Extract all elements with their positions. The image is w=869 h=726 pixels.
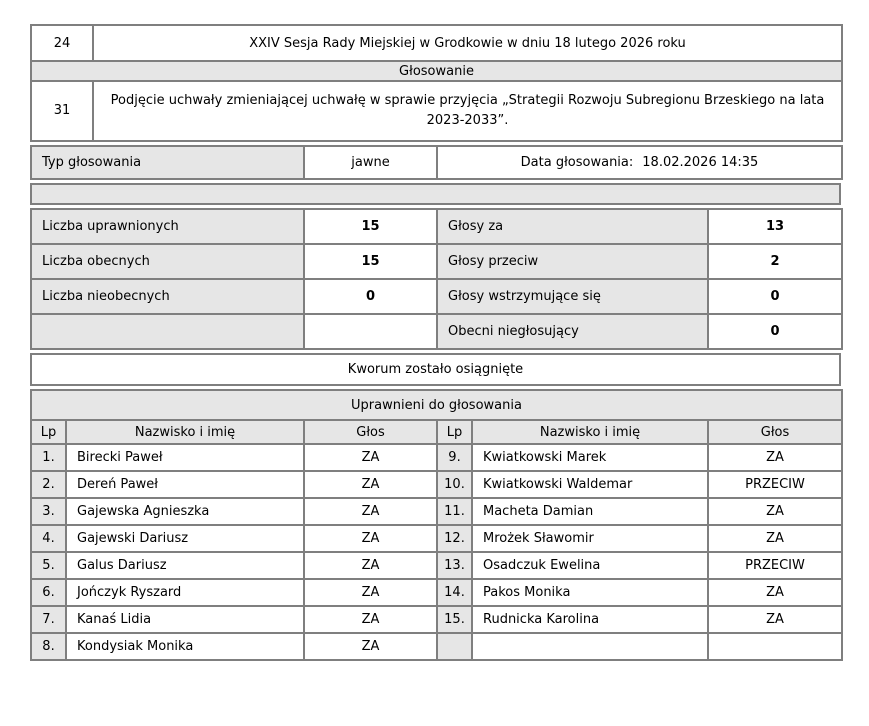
- session-header-table: [30, 24, 843, 142]
- voter-name: Kwiatkowski Marek: [472, 444, 708, 471]
- col-header-lp: Lp: [31, 420, 66, 444]
- stats-value: 15: [304, 244, 437, 279]
- vote-type-label: Typ głosowania: [31, 146, 304, 179]
- voter-name: Galus Dariusz: [66, 552, 304, 579]
- voter-name: Kwiatkowski Waldemar: [472, 471, 708, 498]
- voter-name: Rudnicka Karolina: [472, 606, 708, 633]
- voter-name: Kanaś Lidia: [66, 606, 304, 633]
- col-header-name: Nazwisko i imię: [472, 420, 708, 444]
- voters-table: [30, 389, 843, 661]
- vote-date-label: Data głosowania:: [520, 155, 634, 170]
- voter-vote: ZA: [304, 606, 437, 633]
- voter-vote: ZA: [304, 579, 437, 606]
- stats-label: [31, 314, 304, 349]
- voter-vote: ZA: [304, 498, 437, 525]
- voter-vote: ZA: [304, 552, 437, 579]
- stats-label: Liczba nieobecnych: [31, 279, 304, 314]
- voter-lp: 11.: [437, 498, 472, 525]
- voter-lp: 3.: [31, 498, 66, 525]
- voter-row: [31, 633, 842, 660]
- voter-lp: 9.: [437, 444, 472, 471]
- voter-vote: ZA: [708, 579, 842, 606]
- voter-lp: 4.: [31, 525, 66, 552]
- stats-label: Obecni niegłosujący: [437, 314, 708, 349]
- quorum-table: [30, 353, 841, 386]
- vote-type-value: jawne: [304, 146, 437, 179]
- spacer-band: [31, 184, 840, 204]
- voter-row: [31, 552, 842, 579]
- voter-vote: [708, 633, 842, 660]
- voter-vote: ZA: [708, 525, 842, 552]
- quorum-status: Kworum zostało osiągnięte: [31, 354, 840, 385]
- voter-name: Kondysiak Monika: [66, 633, 304, 660]
- voter-vote: ZA: [304, 471, 437, 498]
- vote-type-table: [30, 145, 843, 180]
- voter-lp: 5.: [31, 552, 66, 579]
- vote-date-value: 18.02.2026 14:35: [642, 155, 759, 170]
- voter-row: [31, 606, 842, 633]
- stats-label: Głosy przeciw: [437, 244, 708, 279]
- voter-lp: 2.: [31, 471, 66, 498]
- voter-name: Osadczuk Ewelina: [472, 552, 708, 579]
- voter-lp: 13.: [437, 552, 472, 579]
- item-number: 31: [31, 81, 93, 141]
- voter-name: Macheta Damian: [472, 498, 708, 525]
- stats-value: 0: [304, 279, 437, 314]
- voter-vote: ZA: [708, 498, 842, 525]
- session-title: XXIV Sesja Rady Miejskiej w Grodkowie w dniu 18 lutego 2026 roku: [93, 25, 842, 61]
- session-number: 24: [31, 25, 93, 61]
- voter-row: [31, 579, 842, 606]
- col-header-vote: Głos: [708, 420, 842, 444]
- voter-lp: 8.: [31, 633, 66, 660]
- voter-name: Jończyk Ryszard: [66, 579, 304, 606]
- spacer-band-table: [30, 183, 841, 205]
- voter-name: Birecki Paweł: [66, 444, 304, 471]
- stats-value: 0: [708, 279, 842, 314]
- stats-label: Głosy wstrzymujące się: [437, 279, 708, 314]
- stats-value: 0: [708, 314, 842, 349]
- stats-label: Głosy za: [437, 209, 708, 244]
- voter-row: [31, 471, 842, 498]
- voters-band-title: Uprawnieni do głosowania: [31, 390, 842, 420]
- voter-vote: ZA: [708, 606, 842, 633]
- voter-lp: 10.: [437, 471, 472, 498]
- voter-vote: ZA: [304, 633, 437, 660]
- stats-value: 13: [708, 209, 842, 244]
- voter-row: [31, 525, 842, 552]
- voter-vote: ZA: [304, 444, 437, 471]
- stats-value: 15: [304, 209, 437, 244]
- stats-value: 2: [708, 244, 842, 279]
- voter-name: Pakos Monika: [472, 579, 708, 606]
- voter-name: [472, 633, 708, 660]
- voter-lp: 12.: [437, 525, 472, 552]
- stats-value: [304, 314, 437, 349]
- stats-label: Liczba uprawnionych: [31, 209, 304, 244]
- voter-name: Mrożek Sławomir: [472, 525, 708, 552]
- col-header-lp: Lp: [437, 420, 472, 444]
- vote-date: [437, 146, 842, 179]
- voter-row: [31, 498, 842, 525]
- col-header-vote: Głos: [304, 420, 437, 444]
- voter-vote: ZA: [304, 525, 437, 552]
- item-description: Podjęcie uchwały zmieniającej uchwałę w sprawie przyjęcia „Strategii Rozwoju Subregionu Brzeskiego na lata 2023-2033”.: [93, 81, 842, 141]
- voting-band: Głosowanie: [31, 61, 842, 81]
- voter-row: [31, 444, 842, 471]
- voter-vote: PRZECIW: [708, 471, 842, 498]
- voter-lp: 6.: [31, 579, 66, 606]
- voter-lp: 1.: [31, 444, 66, 471]
- voter-name: Dereń Paweł: [66, 471, 304, 498]
- col-header-name: Nazwisko i imię: [66, 420, 304, 444]
- voter-vote: ZA: [708, 444, 842, 471]
- voter-name: Gajewski Dariusz: [66, 525, 304, 552]
- voter-name: Gajewska Agnieszka: [66, 498, 304, 525]
- stats-table: [30, 208, 843, 350]
- voter-lp: 7.: [31, 606, 66, 633]
- voter-lp: 15.: [437, 606, 472, 633]
- voter-lp: [437, 633, 472, 660]
- voter-lp: 14.: [437, 579, 472, 606]
- stats-label: Liczba obecnych: [31, 244, 304, 279]
- voter-vote: PRZECIW: [708, 552, 842, 579]
